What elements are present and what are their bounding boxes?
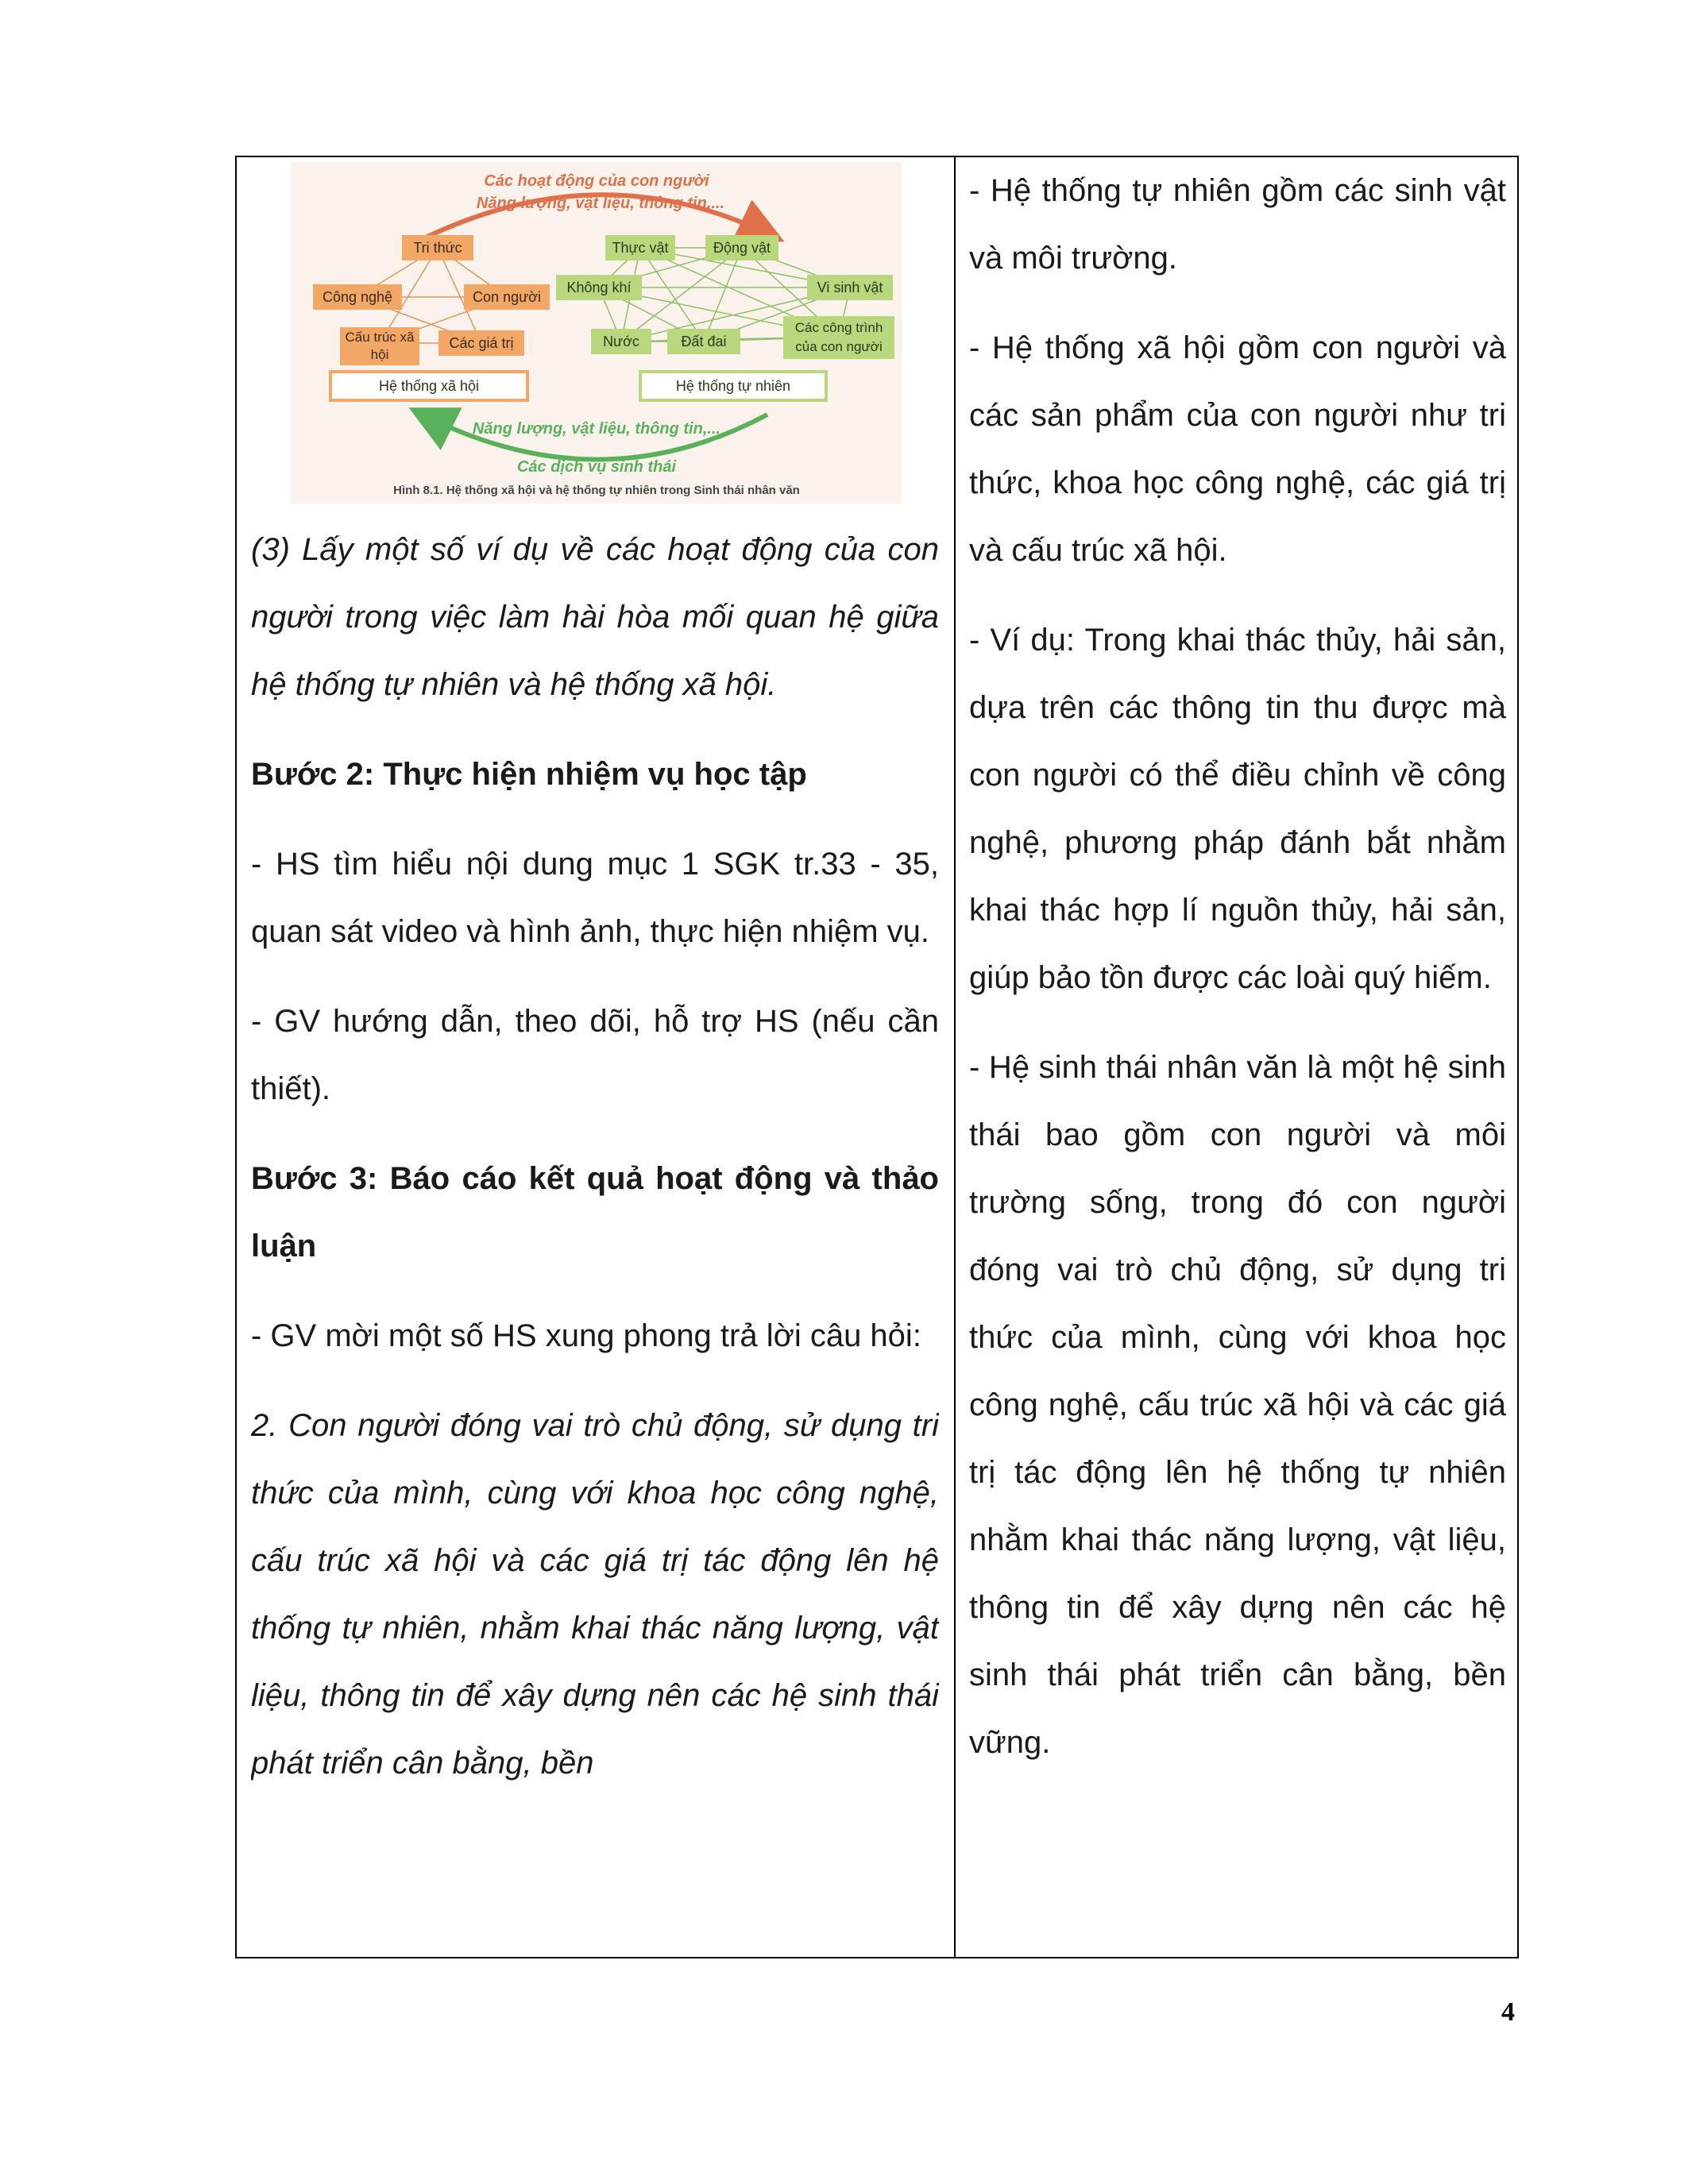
social-system-label: Hệ thống xã hội: [378, 378, 480, 394]
node-vi-sinh-vat-label: Vi sinh vật: [817, 280, 883, 295]
right-paragraph-4: - Hệ sinh thái nhân văn là một hệ sinh thái bao gồm con người và môi trường sống, trong đó con người đóng vai trò chủ động, sử dụng tri thức của mình, cùng với khoa học công nghệ, cấu trúc xã hội và các giá trị tác động lên hệ thống tự nhiên nhằm khai thác năng lượng, vật liệu, thông tin để xây dựng nên các hệ sinh thái phát triển cân bằng, bền vững.: [969, 1050, 1506, 1760]
ecosystem-figure: [291, 162, 902, 504]
step-3-heading: Bước 3: Báo cáo kết quả hoạt động và thảo luận: [251, 1161, 939, 1264]
step-2-item-2: - GV hướng dẫn, theo dõi, hỗ trợ HS (nếu cần thiết).: [251, 1004, 939, 1106]
ecosystem-diagram: [291, 162, 902, 504]
figure-caption: Hình 8.1. Hệ thống xã hội và hệ thống tự nhiên trong Sinh thái nhân văn: [393, 484, 800, 497]
bottom-arc-line2: Các dịch vụ sinh thái: [516, 458, 677, 476]
node-dat-dai-label: Đất đai: [681, 334, 727, 349]
top-arc-line2: Năng lượng, vật liệu, thông tin,...: [476, 195, 725, 212]
node-tri-thuc-label: Tri thức: [413, 240, 462, 256]
node-khong-khi-label: Không khí: [566, 280, 632, 295]
right-column: [969, 157, 1506, 1957]
step-2-heading: Bước 2: Thực hiện nhiệm vụ học tập: [251, 757, 807, 792]
node-thuc-vat-label: Thực vật: [612, 240, 669, 256]
step-2-item-1: - HS tìm hiểu nội dung mục 1 SGK tr.33 - 35, quan sát video và hình ảnh, thực hiện nhiệm vụ.: [251, 847, 939, 949]
left-column: [251, 157, 939, 1957]
natural-system-label: Hệ thống tự nhiên: [675, 378, 791, 394]
node-cac-gia-tri-label: Các giá trị: [449, 335, 514, 351]
answer-2: 2. Con người đóng vai trò chủ động, sử dụng tri thức của mình, cùng với khoa học công nghệ, cấu trúc xã hội và các giá trị tác động lên hệ thống tự nhiên, nhằm khai thác năng lượng, vật liệu, thông tin để xây dựng nên các hệ sinh thái phát triển cân bằng, bền: [251, 1408, 939, 1781]
node-cac-cong-trinh-label: Các công trình của con người: [794, 320, 883, 354]
node-con-nguoi-label: Con người: [473, 289, 541, 305]
node-cau-truc-xa-hoi-label: Cấu trúc xã hội: [345, 330, 415, 362]
step-3-item-1: - GV mời một số HS xung phong trả lời câu hỏi:: [251, 1318, 921, 1353]
node-dong-vat-label: Động vật: [713, 240, 771, 256]
bottom-arc-line1: Năng lượng, vật liệu, thông tin,...: [472, 420, 721, 438]
node-cong-nghe-label: Công nghệ: [322, 289, 393, 305]
top-arc-line1: Các hoạt động của con người: [484, 172, 709, 190]
column-divider: [954, 157, 956, 1957]
right-paragraph-1: - Hệ thống tự nhiên gồm các sinh vật và môi trường.: [969, 173, 1506, 276]
node-nuoc-label: Nước: [603, 334, 639, 349]
page-number: 4: [1501, 1997, 1515, 2027]
content-table: [235, 156, 1519, 1958]
question-3: (3) Lấy một số ví dụ về các hoạt động của con người trong việc làm hài hòa mối quan hệ giữa hệ thống tự nhiên và hệ thống xã hội.: [251, 532, 939, 702]
right-paragraph-2: - Hệ thống xã hội gồm con người và các sản phẩm của con người như tri thức, khoa học công nghệ, các giá trị và cấu trúc xã hội.: [969, 330, 1506, 568]
right-paragraph-3: - Ví dụ: Trong khai thác thủy, hải sản, dựa trên các thông tin thu được mà con người có thể điều chỉnh về công nghệ, phương pháp đánh bắt nhằm khai thác hợp lí nguồn thủy, hải sản, giúp bảo tồn được các loài quý hiếm.: [969, 623, 1506, 995]
